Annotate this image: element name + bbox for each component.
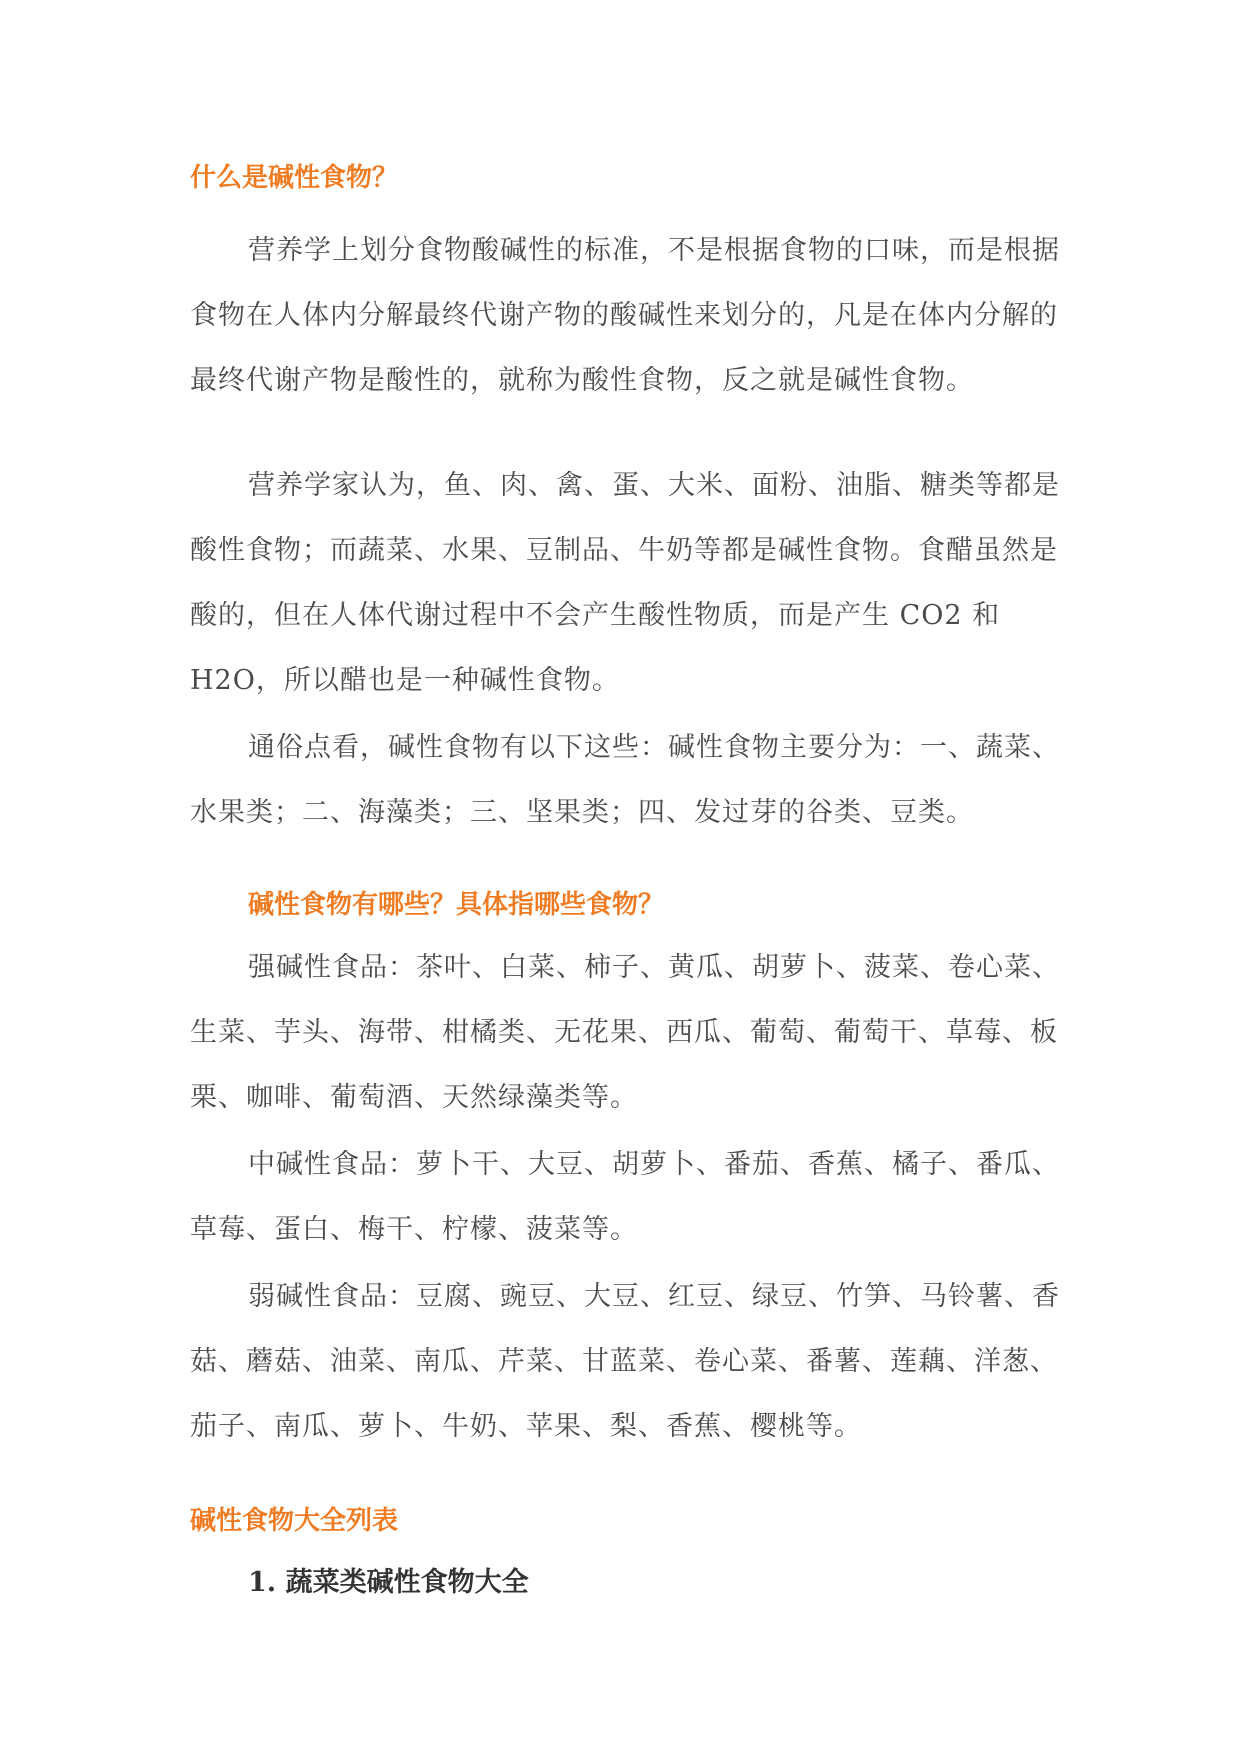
paragraph-weak-alkaline: 弱碱性食品：豆腐、豌豆、大豆、红豆、绿豆、竹笋、马铃薯、香菇、蘑菇、油菜、南瓜、芹菜、甘蓝菜、卷心菜、番薯、莲藕、洋葱、茄子、南瓜、萝卜、牛奶、苹果、梨、香蕉、樱桃等。 (190, 1281, 1060, 1442)
paragraph-medium-alkaline: 中碱性食品：萝卜干、大豆、胡萝卜、番茄、香蕉、橘子、番瓜、草莓、蛋白、梅干、柠檬、菠菜等。 (190, 1149, 1060, 1245)
subheading-vegetables: 1. 蔬菜类碱性食物大全 (248, 1567, 529, 1598)
document-page (190, 158, 1070, 1603)
paragraph-definition: 营养学上划分食物酸碱性的标准，不是根据食物的口味，而是根据食物在人体内分解最终代谢产物的酸碱性来划分的，凡是在体内分解的最终代谢产物是酸性的，就称为酸性食物，反之就是碱性食物。 (190, 235, 1060, 396)
paragraph-categories: 通俗点看，碱性食物有以下这些：碱性食物主要分为：一、蔬菜、水果类；二、海藻类；三、坚果类；四、发过芽的谷类、豆类。 (190, 732, 1060, 828)
paragraph-nutritionist-view: 营养学家认为，鱼、肉、禽、蛋、大米、面粉、油脂、糖类等都是酸性食物；而蔬菜、水果、豆制品、牛奶等都是碱性食物。食醋虽然是酸的，但在人体代谢过程中不会产生酸性物质，而是产生 CO2 和 H2O，所以醋也是一种碱性食物。 (190, 470, 1060, 696)
paragraph-strong-alkaline: 强碱性食品：茶叶、白菜、柿子、黄瓜、胡萝卜、菠菜、卷心菜、生菜、芋头、海带、柑橘类、无花果、西瓜、葡萄、葡萄干、草莓、板栗、咖啡、葡萄酒、天然绿藻类等。 (190, 952, 1060, 1113)
section-heading-what-is-alkaline-food: 什么是碱性食物？ (190, 163, 399, 193)
section-heading-food-list: 碱性食物大全列表 (190, 1506, 399, 1536)
section-heading-which-foods: 碱性食物有哪些？具体指哪些食物？ (248, 890, 665, 920)
